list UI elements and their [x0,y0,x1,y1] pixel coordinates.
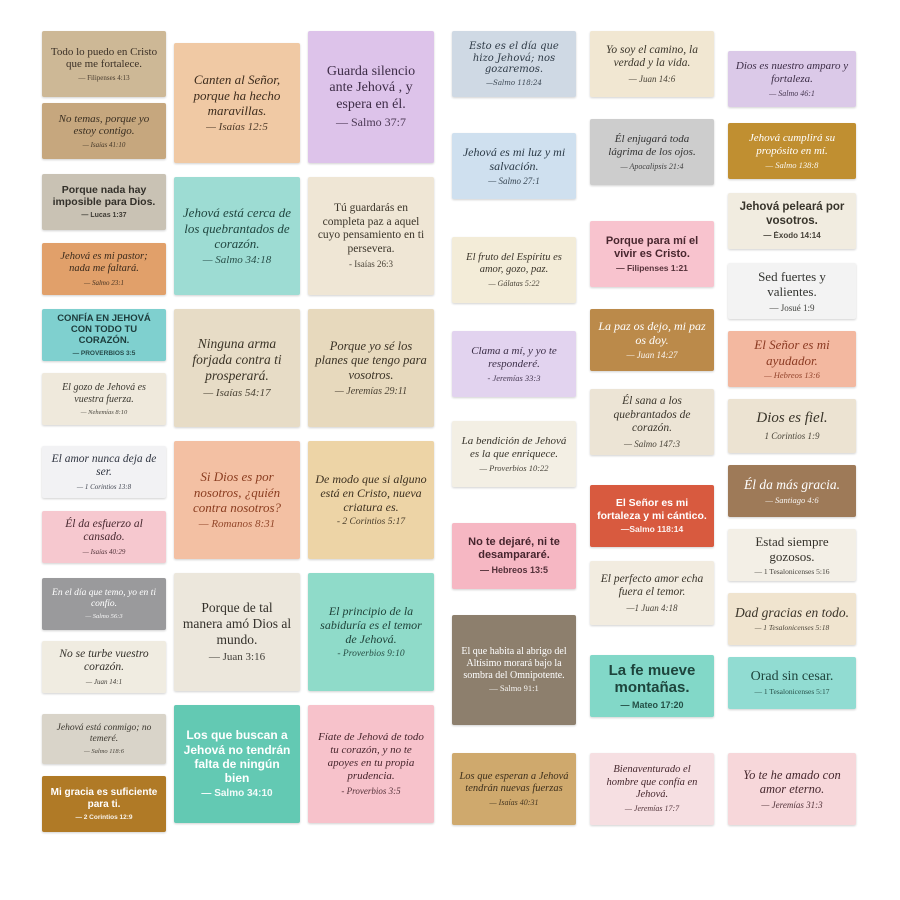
verse-reference: — Filipenses 4:13 [78,74,130,83]
verse-reference: —Salmo 118:24 [486,79,542,88]
verse-reference: — Isaías 54:17 [203,387,271,400]
verse-text: Esto es el día que hizo Jehová; nos gozaremos. [469,40,559,76]
verse-card[interactable] [728,657,856,709]
verse-text: Clama a mí, y yo te responderé. [471,344,557,370]
verse-text: Tú guardarás en completa paz a aquel cuyo pensamiento en ti persevera. [317,202,425,255]
verse-text: La bendición de Jehová es la que enriquece. [461,434,567,460]
verse-text: Fíate de Jehová de todo tu corazón, y no te apoyes en tu propia prudencia. [318,731,424,783]
verse-reference: — Apocalipsis 21:4 [620,161,684,171]
verse-reference: — Lucas 1:37 [81,211,127,219]
verse-card[interactable] [174,705,300,823]
verse-card[interactable] [42,174,166,230]
verse-reference: — Isaías 40:29 [82,548,126,557]
verse-card[interactable] [42,373,166,425]
verse-reference: — Juan 3:16 [208,651,266,664]
verse-card[interactable] [728,51,856,107]
verse-reference: — Romanos 8:31 [198,518,276,531]
verse-text: Porque yo sé los planes que tengo para vosotros. [315,338,427,383]
verse-card[interactable] [452,615,576,725]
verse-reference: — Isaías 41:10 [82,141,126,150]
verse-reference: — Gálatas 5:22 [488,279,540,289]
verse-reference: — 1 Tesalonicenses 5:18 [754,623,830,633]
verse-text: En el día que temo, yo en ti confío. [52,587,156,609]
verse-reference: — Proverbios 10:22 [479,462,549,473]
verse-text: Estad siempre gozosos. [755,533,829,565]
verse-card[interactable] [590,389,714,455]
verse-text: No se turbe vuestro corazón. [59,647,149,674]
verse-text: Guarda silencio ante Jehová , y espera en él. [326,63,416,112]
verse-card[interactable] [42,103,166,159]
verse-card[interactable] [42,776,166,832]
verse-reference: — Juan 14:6 [628,73,676,84]
verse-card[interactable] [728,593,856,645]
verse-reference: —Salmo 118:14 [620,523,684,534]
verse-card[interactable] [590,309,714,371]
verse-text: Porque de tal manera amó Dios al mundo. [182,600,292,648]
verse-text: Porque nada hay imposible para Dios. [52,184,156,209]
verse-reference: — Jeremías 17:7 [624,804,680,814]
verse-text: Los que esperan a Jehová tendrán nuevas fuerzas [459,770,569,794]
verse-card[interactable] [452,331,576,397]
verse-text: Si Dios es por nosotros, ¿quién contra nosotros? [193,469,281,515]
verse-reference: — Josué 1:9 [769,302,815,313]
verse-text: El gozo de Jehová es vuestra fuerza. [62,381,146,405]
verse-reference: — Salmo 118:6 [84,747,124,755]
verse-card[interactable] [174,309,300,427]
verse-text: Él enjugará toda lágrima de los ojos. [608,132,696,158]
verse-text: El que habita al abrigo del Altísimo morará bajo la sombra del Omnipotente. [461,645,567,681]
verse-text: No te dejaré, ni te desampararé. [468,536,560,562]
verse-text: Orad sin cesar. [750,668,834,684]
verse-reference: — Salmo 34:18 [202,254,272,267]
verse-text: Los que buscan a Jehová no tendrán falta de ningún bien [183,728,291,785]
verse-reference: — Salmo 27:1 [488,176,540,187]
verse-card[interactable] [452,237,576,303]
verse-reference: — Salmo 46:1 [769,88,815,98]
verse-reference: — Hebreos 13:5 [479,565,549,576]
verse-card[interactable] [174,573,300,691]
verse-text: Yo te he amado con amor eterno. [743,767,841,797]
verse-card[interactable] [728,529,856,581]
verse-card[interactable] [452,31,576,97]
verse-card[interactable] [308,441,434,559]
verse-text: Jehová es mi luz y mi salvación. [462,145,566,174]
verse-card[interactable] [452,421,576,487]
verse-text: Él da esfuerzo al cansado. [65,517,143,544]
verse-text: El fruto del Espíritu es amor, gozo, paz. [466,251,562,275]
verse-reference: — Hebreos 13:6 [764,369,820,380]
verse-reference: — Mateo 17:20 [620,700,684,711]
verse-text: Canten al Señor, porque ha hecho maravillas. [193,72,281,118]
verse-text: Yo soy el camino, la verdad y la vida. [606,43,698,70]
verse-reference: — Filipenses 1:21 [616,262,688,273]
verse-card[interactable] [728,331,856,387]
verse-text: Él sana a los quebrantados de corazón. [613,394,691,435]
verse-reference: —1 Juan 4:18 [626,602,678,613]
verse-reference: — Isaías 40:31 [489,798,539,808]
verse-card[interactable] [728,399,856,453]
verse-card[interactable] [42,309,166,361]
verse-card[interactable] [308,31,434,163]
verse-reference: — Salmo 138:8 [765,159,819,170]
verse-reference: — 2 Corintios 12:9 [75,813,133,821]
verse-reference: — Isaías 12:5 [206,121,268,134]
verse-reference: — Éxodo 14:14 [763,231,821,241]
verse-text: El Señor es mi fortaleza y mi cántico. [597,497,707,522]
verse-reference: - Isaías 26:3 [349,259,393,270]
verse-text: Jehová es mi pastor; nada me faltará. [60,251,148,275]
verse-text: CONFÍA EN JEHOVÁ CON TODO TU CORAZÓN. [57,312,151,347]
verse-text: No temas, porque yo estoy contigo. [58,112,150,138]
verse-text: Dios es nuestro amparo y fortaleza. [735,59,849,85]
verse-reference: — Salmo 56:3 [85,612,123,620]
verse-reference: - Proverbios 3:5 [341,786,401,797]
verse-text: El perfecto amor echa fuera el temor. [600,572,704,599]
verse-reference: — Jeremías 31:3 [761,800,823,811]
verse-card[interactable] [308,705,434,823]
verse-reference: — 1 Tesalonicenses 5:17 [754,687,830,697]
verse-card[interactable] [590,485,714,547]
verse-reference: — Santiago 4:6 [765,494,819,505]
verse-reference: - 2 Corintios 5:17 [336,517,406,528]
verse-reference: — 1 Tesalonicenses 5:16 [754,566,830,576]
verse-reference: 1 Corintios 1:9 [764,431,820,442]
verse-reference: — Salmo 34:10 [201,788,273,800]
verse-reference: - Jeremías 33:3 [487,372,541,383]
verse-card[interactable] [452,133,576,199]
verse-text: Jehová está cerca de los quebrantados de corazón. [182,205,292,251]
verse-card[interactable] [308,309,434,427]
verse-reference: — Salmo 147:3 [624,438,680,449]
verse-text: Bienaventurado el hombre que confía en Jehová. [606,764,698,801]
verse-text: El Señor es mi ayudador. [754,337,830,368]
verse-reference: — Juan 14:1 [85,678,123,687]
verse-card[interactable] [42,31,166,97]
verse-reference: — Jeremías 29:11 [334,385,408,397]
verse-card[interactable] [590,655,714,717]
verse-text: Porque para mí el vivir es Cristo. [605,234,699,260]
verse-text: Dad gracias en todo. [735,605,849,621]
verse-text: La paz os dejo, mi paz os doy. [598,319,706,348]
verse-card[interactable] [728,193,856,249]
verse-reference: — PROVERBIOS 3:5 [72,349,136,357]
verse-card[interactable] [308,573,434,691]
verse-text: El amor nunca deja de ser. [51,452,157,479]
verse-card[interactable] [728,753,856,825]
verse-card[interactable] [590,753,714,825]
verse-reference: — Salmo 37:7 [335,115,406,130]
verse-reference: — Nehemías 8:10 [80,408,128,416]
verse-card[interactable] [452,523,576,589]
verse-reference: — Salmo 91:1 [489,683,539,694]
verse-card[interactable] [590,31,714,97]
verse-card[interactable] [42,511,166,563]
verse-card[interactable] [42,446,166,498]
verse-text: De modo que si alguno está en Cristo, nueva criatura es. [315,471,427,515]
verse-card[interactable] [42,641,166,693]
verse-card[interactable] [728,123,856,179]
verse-card[interactable] [728,465,856,517]
verse-card[interactable] [174,177,300,295]
verse-text: La fe mueve montañas. [608,661,696,697]
verse-reference: — Salmo 23:1 [83,278,125,287]
verse-card[interactable] [590,119,714,185]
verse-text: Jehová peleará por vosotros. [739,201,845,227]
verse-text: Dios es fiel. [756,410,828,427]
verse-card[interactable] [174,43,300,163]
verse-card[interactable] [728,263,856,319]
verse-reference: - Proverbios 9:10 [337,649,405,660]
verse-card[interactable] [42,714,166,764]
verse-card[interactable] [452,753,576,825]
verse-reference: — Juan 14:27 [626,350,678,361]
verse-text: Todo lo puedo en Cristo que me fortalece. [50,45,158,71]
verse-text: El principio de la sabiduría es el temor de Jehová. [320,603,422,647]
verse-card[interactable] [174,441,300,559]
verse-text: Mi gracia es suficiente para ti. [50,786,158,810]
verse-card[interactable] [42,578,166,630]
verse-card[interactable] [308,177,434,295]
verse-card[interactable] [590,221,714,287]
verse-card[interactable] [42,243,166,295]
verse-reference: — 1 Corintios 13:8 [76,483,132,492]
verse-text: Ninguna arma forjada contra ti prosperará. [192,336,282,384]
verse-text: Jehová cumplirá su propósito en mí. [748,131,836,157]
verse-card[interactable] [590,561,714,625]
verse-text: Sed fuertes y valientes. [758,269,826,300]
verse-text: Jehová está conmigo; no temeré. [56,722,152,744]
verse-text: Él da más gracia. [744,476,840,492]
